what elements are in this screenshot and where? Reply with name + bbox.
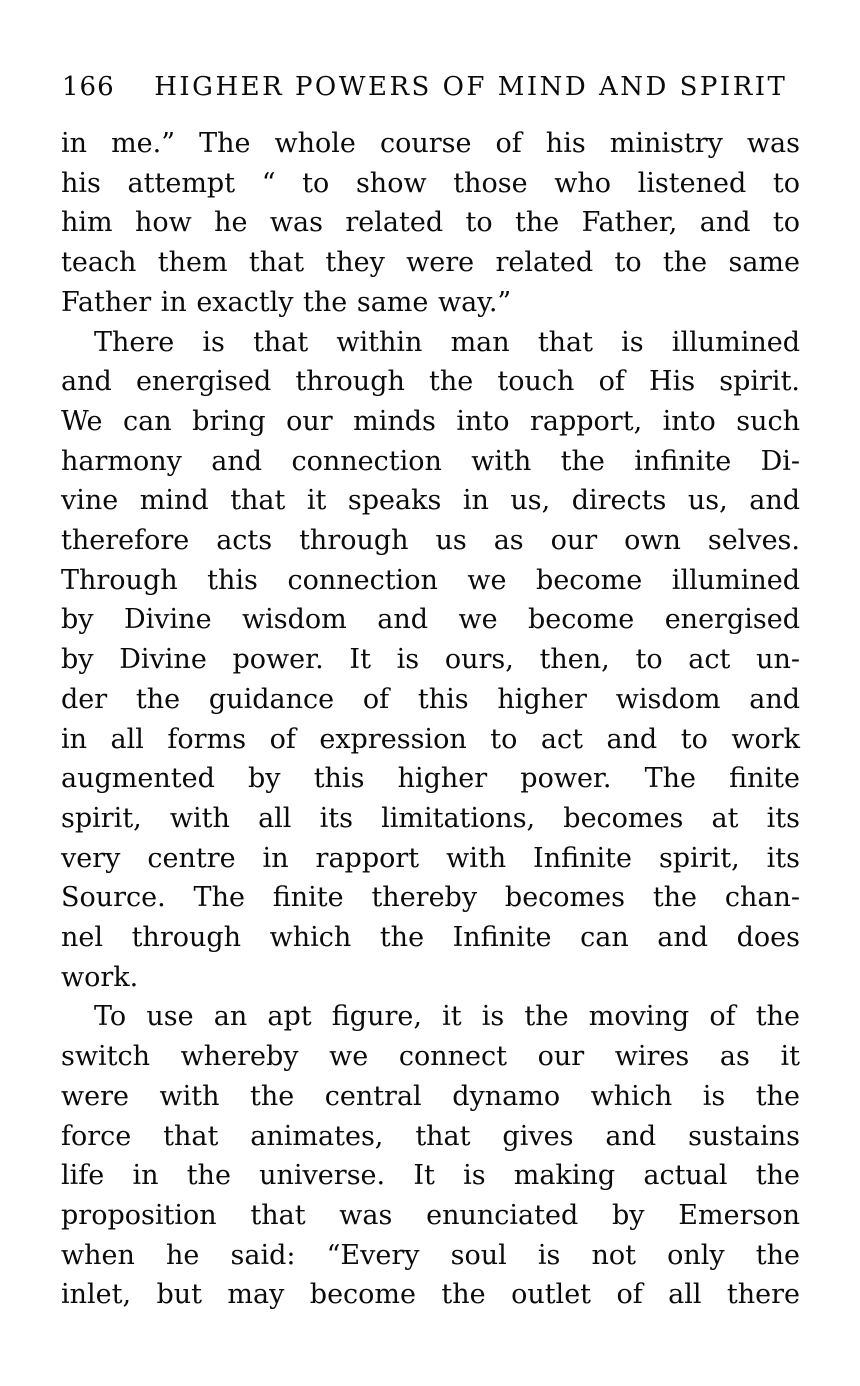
text-line: harmony and connection with the infinite Di- xyxy=(61,445,800,477)
text-line: therefore acts through us as our own selves. xyxy=(61,525,800,557)
running-title: HIGHER POWERS OF MIND AND SPIRIT xyxy=(154,72,788,102)
text-line: when he said: “Every soul is not only the xyxy=(61,1239,800,1271)
page-header xyxy=(62,70,801,104)
text-line: in me.” The whole course of his ministry was xyxy=(61,128,800,159)
text-line: vine mind that it speaks in us, directs us, and xyxy=(61,485,800,517)
text-line: by Divine wisdom and we become energised xyxy=(61,604,800,636)
text-line: were with the central dynamo which is the xyxy=(61,1080,800,1112)
page-body xyxy=(61,124,800,1315)
text-line: To use an apt figure, it is the moving of the xyxy=(94,1001,800,1033)
text-line: life in the universe. It is making actual the xyxy=(61,1160,800,1192)
text-line: teach them that they were related to the same xyxy=(61,247,800,279)
text-line: spirit, with all its limitations, becomes at its xyxy=(61,802,800,834)
text-line: him how he was related to the Father, and to xyxy=(61,207,800,239)
text-line: his attempt “ to show those who listened to xyxy=(61,167,800,199)
paragraph xyxy=(61,323,800,998)
text-line: inlet, but may become the outlet of all there xyxy=(61,1279,800,1311)
text-line: switch whereby we connect our wires as it xyxy=(61,1041,800,1073)
text-line: augmented by this higher power. The finite xyxy=(61,763,800,795)
text-line: force that animates, that gives and sustains xyxy=(61,1120,800,1152)
text-line: We can bring our minds into rapport, into such xyxy=(61,405,800,437)
text-line: very centre in rapport with Infinite spirit, its xyxy=(61,842,800,874)
text-line: der the guidance of this higher wisdom and xyxy=(61,683,800,715)
text-line: in all forms of expression to act and to work xyxy=(61,723,800,755)
paragraph xyxy=(61,124,800,323)
text-line: proposition that was enunciated by Emerson xyxy=(61,1199,800,1231)
text-line: by Divine power. It is ours, then, to act un- xyxy=(61,644,800,676)
text-line: work. xyxy=(61,961,139,993)
paragraph xyxy=(61,997,800,1315)
text-line: and energised through the touch of His spirit. xyxy=(61,366,800,398)
text-line: Father in exactly the same way.” xyxy=(61,286,512,318)
text-line: nel through which the Infinite can and does xyxy=(61,922,800,954)
text-line: Source. The finite thereby becomes the chan- xyxy=(61,882,800,914)
text-line: There is that within man that is illumined xyxy=(94,326,800,358)
page-number: 166 xyxy=(62,72,115,102)
text-line: Through this connection we become illumined xyxy=(61,564,800,596)
